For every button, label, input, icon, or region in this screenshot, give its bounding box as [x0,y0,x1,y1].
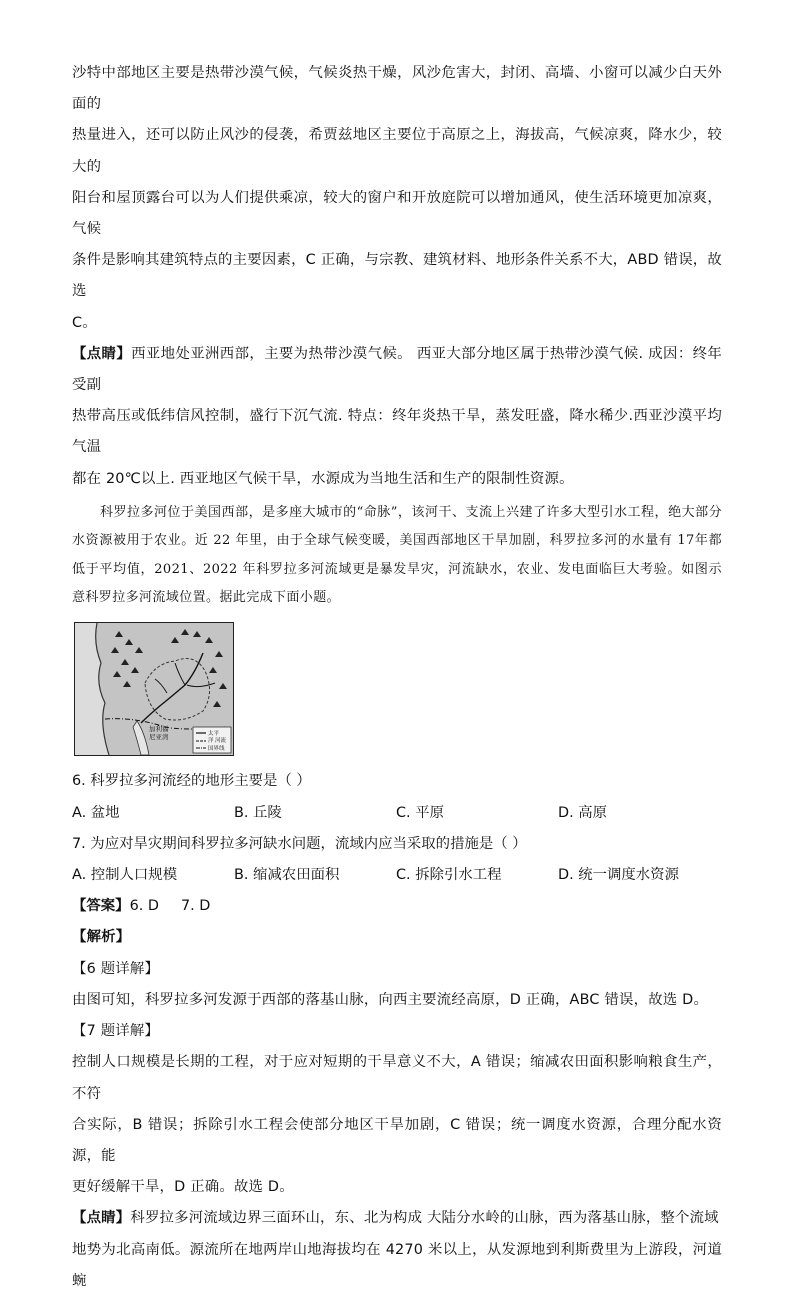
text-line: 更好缓解干旱，D 正确。故选 D。 [72,1179,294,1196]
option-d: D. 高原 [558,804,608,821]
colorado-river-map [74,622,234,756]
question-stem: 6. 科罗拉多河流经的地形主要是（ ） [72,773,311,790]
text-line [72,1203,722,1234]
question-7 [72,829,722,891]
dianjing-text: 科罗拉多河流域边界三面环山，东、北为构成 大陆分水岭的山脉，西为落基山脉，整个流域 [130,1210,719,1227]
text-line: 都在 20℃以上. 西亚地区气候干旱，水源成为当地生活和生产的限制性资源。 [72,470,574,487]
analysis-label: 【解析】 [72,929,131,946]
text-line: 热量进入，还可以防止风沙的侵袭，希贾兹地区主要位于高原之上，海拔高，气候凉爽，降水少，较大的 [72,127,722,175]
answer-7: 7. D [180,898,211,915]
passage-text [72,499,722,613]
detail-7-label: 【7 题详解】 [72,1023,160,1040]
text-line: C。 [72,314,97,331]
answer-line [72,891,722,922]
explanation-paragraph [72,58,722,339]
answer-6: 6. D [129,898,159,915]
legend-label: 河流 [215,738,227,745]
dianjing-label: 【点睛】 [72,345,132,362]
text-line: 热带高压或低纬信风控制，盛行下沉气流. 特点：终年炎热干旱，蒸发旺盛，降水稀少.西亚沙漠平均气温 [72,408,722,456]
text-line [72,339,722,401]
document-page [72,58,722,1297]
text-line: 条件是影响其建筑特点的主要因素，C 正确，与宗教、建筑材料、地形条件关系不大，ABD 错误，故选 [72,252,722,300]
text-line: 沙特中部地区主要是热带沙漠气候，气候炎热干燥，风沙危害大，封闭、高墙、小窗可以减少白天外面的 [72,65,722,113]
passage-line: 科罗拉多河位于美国西部，是多座大城市的“命脉”，该河干、支流上兴建了许多大型引水工程，绝大 [100,504,696,520]
answer-label: 【答案】 [72,898,130,915]
gulf-label-1: 加利福 [149,725,169,734]
map-graphic [75,623,233,755]
detail-6-text: 由图可知，科罗拉多河发源于西部的落基山脉，向西主要流经高原，D 正确，ABC 错误，故选 D。 [72,991,709,1008]
legend-label: 太平 [208,731,220,738]
option-d: D. 统一调度水资源 [558,867,679,884]
legend-label: 洋 [208,738,214,745]
text-line: 合实际，B 错误；拆除引水工程会使部分地区干旱加剧，C 错误；统一调度水资源，合理分配水资源，能 [72,1116,722,1164]
option-c: C. 平原 [396,804,444,821]
passage-line: 年都低于平均值，2021、2022 年科罗拉多河流域更是暴发旱灾，河流缺水，农业、发电面临巨大考验。如 [72,533,722,577]
text-line: 地势为北高南低。源流所在地两岸山地海拔均在 4270 米以上，从发源地到利斯费里为上游段，河道蜿 [72,1241,722,1289]
options-row [72,860,722,891]
option-b: B. 缩减农田面积 [234,867,340,884]
reading-passage [72,499,722,613]
dianjing-section-1 [72,339,722,495]
gulf-label-2: 尼亚湾 [149,733,169,742]
question-6 [72,766,722,828]
dianjing-text: 西亚地处亚洲西部，主要为热带沙漠气候。 西亚大部分地区属于热带沙漠气候. 成因：终年受副 [72,345,722,394]
option-a: A. 控制人口规模 [72,867,178,884]
question-stem: 7. 为应对旱灾期间科罗拉多河缺水问题，流域内应当采取的措施是（ ） [72,835,527,852]
passage-line: 部分水资源被用于农业。近 22 年里，由于全球气候变暖，美国西部地区干旱加剧，科罗拉多河的水量有 17 [72,504,722,549]
dianjing-label: 【点睛】 [72,1210,131,1227]
option-a: A. 盆地 [72,804,120,821]
detail-6-label: 【6 题详解】 [72,960,160,977]
option-b: B. 丘陵 [234,804,282,821]
passage-line: 图示意科罗拉多河流域位置。据此完成下面小题。 [72,561,722,606]
text-line: 控制人口规模是长期的工程，对于应对短期的干旱意义不大，A 错误；缩减农田面积影响粮食生产，不符 [72,1054,722,1102]
options-row [72,798,722,829]
text-line: 阳台和屋顶露台可以为人们提供乘凉，较大的窗户和开放庭院可以增加通风，使生活环境更加凉爽，气候 [72,189,722,238]
option-c: C. 拆除引水工程 [396,867,502,884]
legend-label: 国界线 [208,746,225,753]
